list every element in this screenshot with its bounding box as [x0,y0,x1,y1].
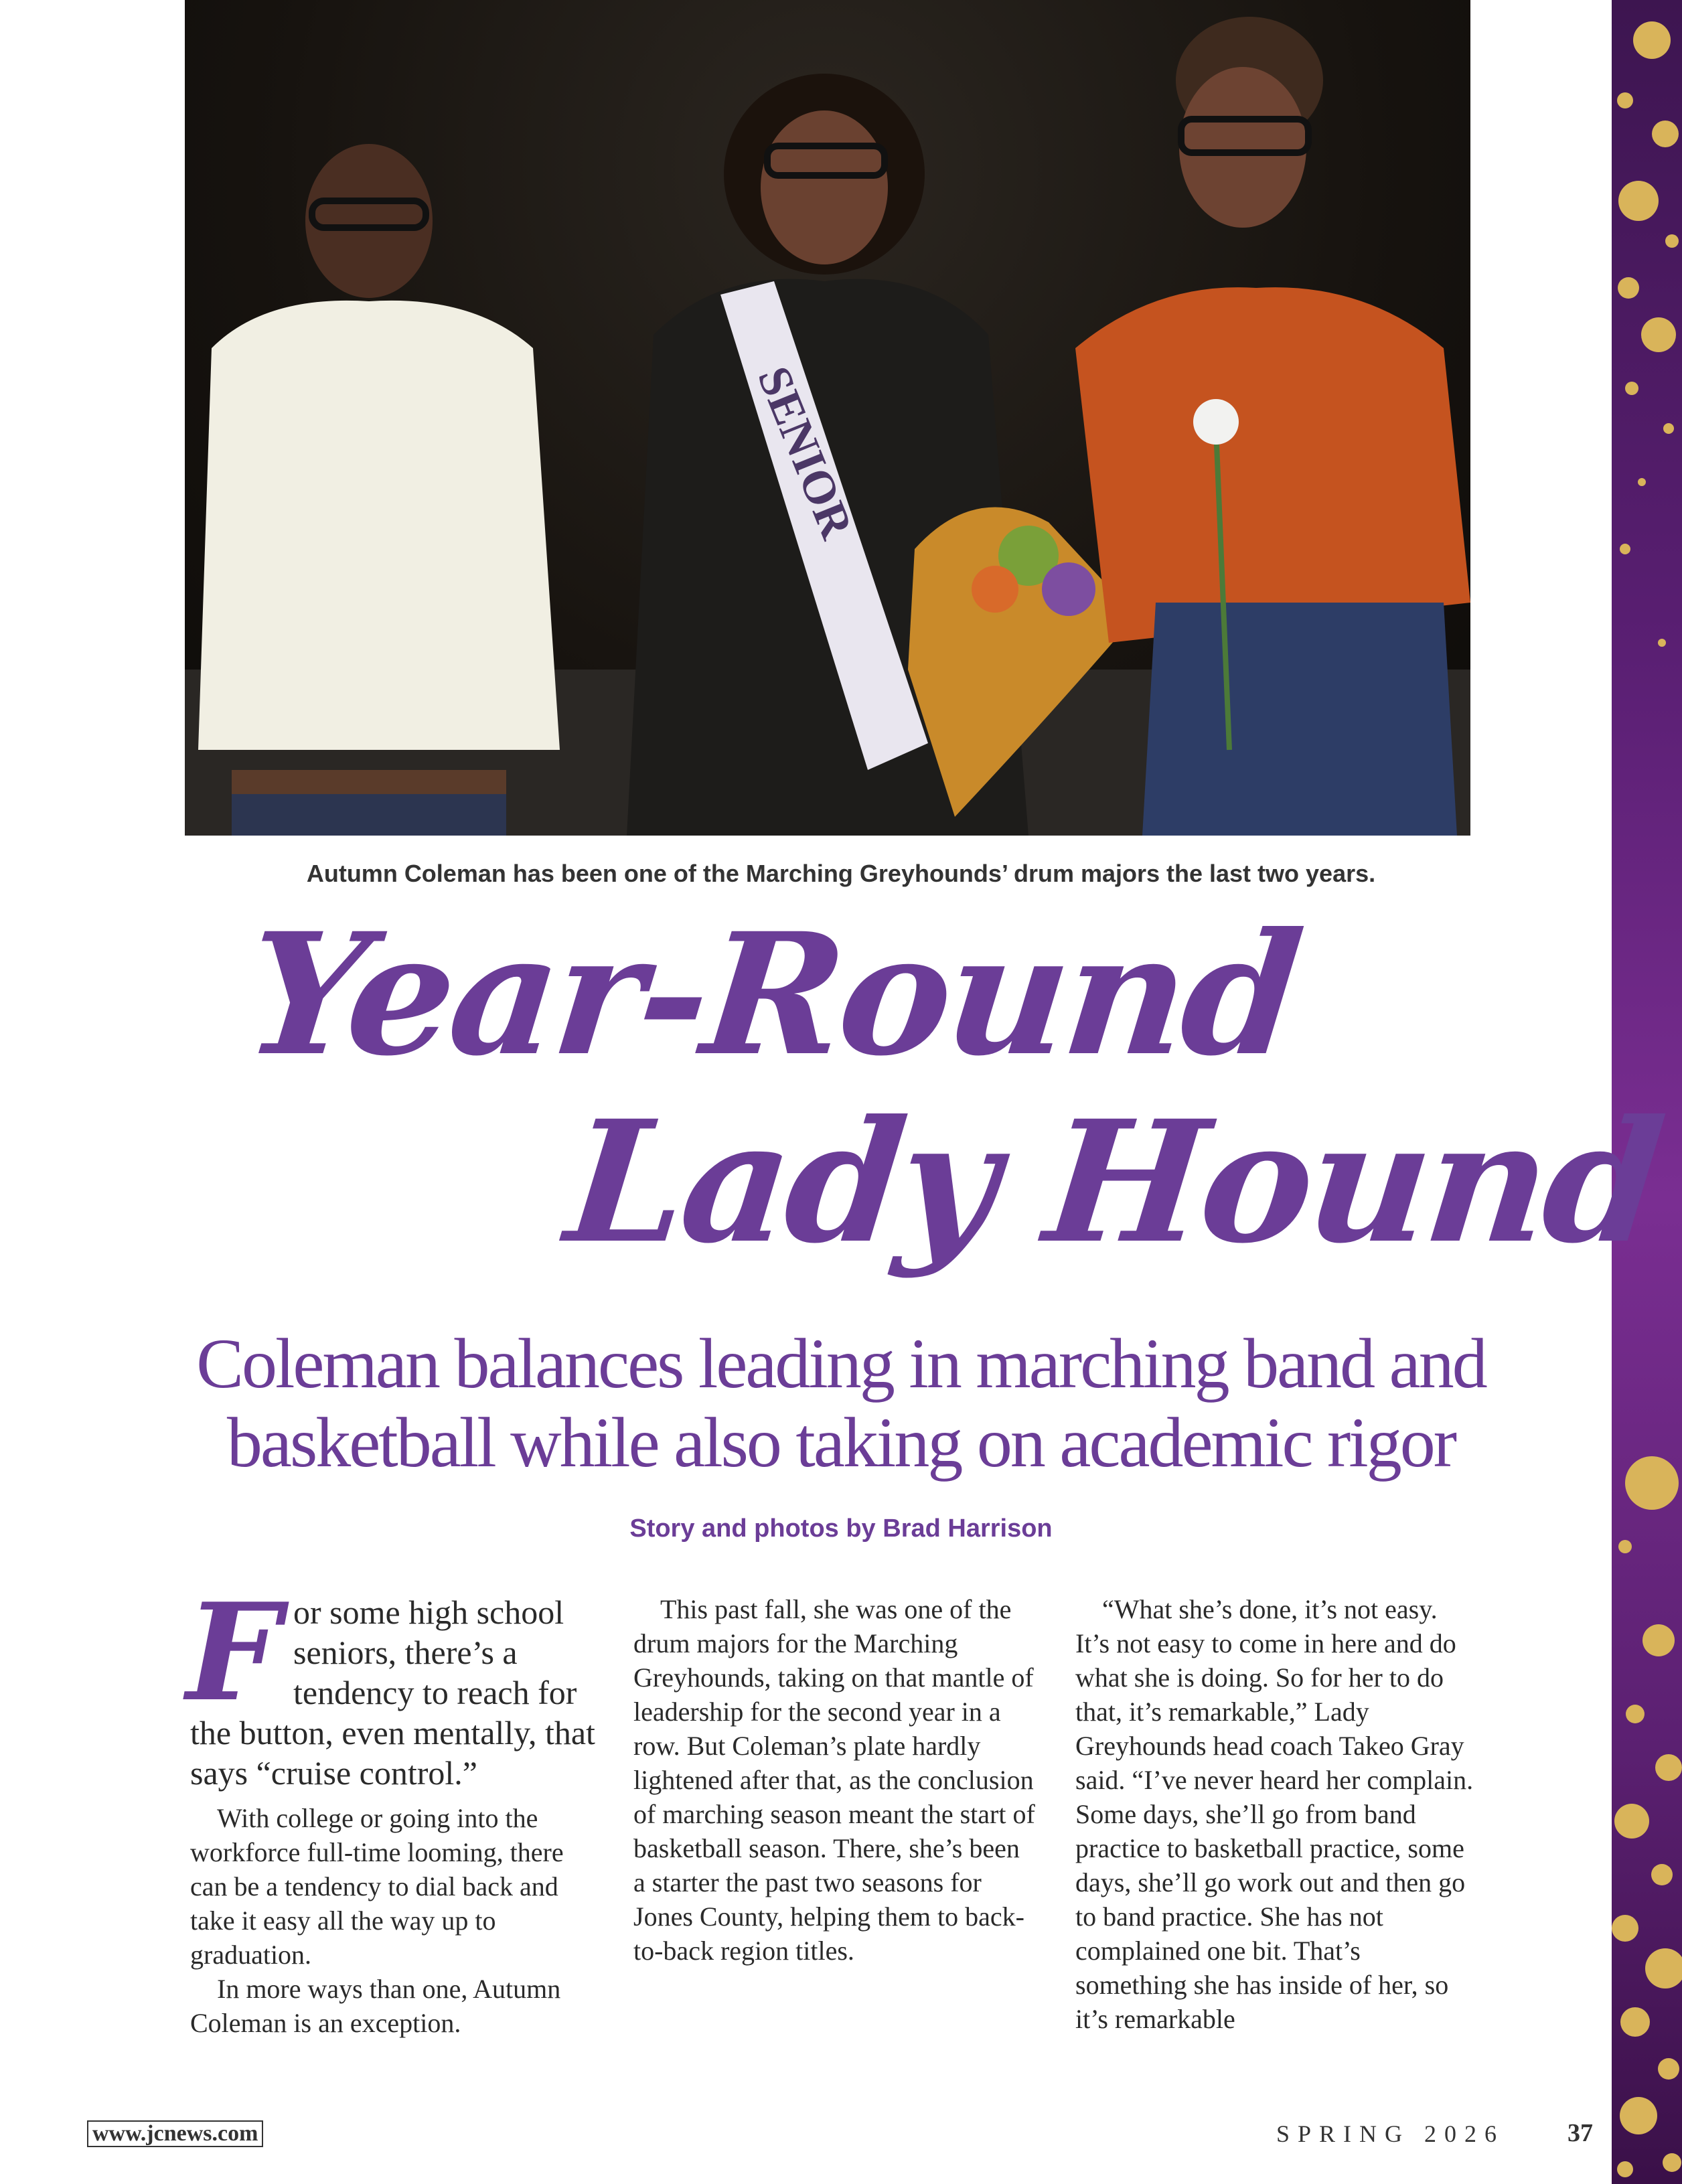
byline: Story and photos by Brad Harrison [629,1514,1053,1543]
page-number: 37 [1568,2119,1593,2147]
lead-paragraph [186,1574,599,1793]
feature-photo [185,0,1470,836]
headline-line-2: Lady Hound [558,1083,1669,1280]
article-column-3 [1075,1592,1477,2036]
paragraph: In more ways than one, Autumn Coleman is an exception. [190,1974,561,2038]
photo-man [198,144,560,836]
paragraph: “What she’s done, it’s not easy. It’s not easy to come in here and do what she is doing. So for her to do that, it’s remarkable,” Lady Greyhounds head coach Takeo Gray said. “I’ve never heard her complain. Some days, she’ll go from band practice to basketball practice, some days, she’ll go work out and then go to band practice. She has not complained one bit. That’s something she has inside of her, so it’s remarkable [1075,1594,1474,2034]
article-column-1 [186,1574,599,2040]
footer-issue: SPRING 2026 [1276,2120,1505,2147]
footer-website: www.jcnews.com [87,2120,263,2147]
drop-cap: F [186,1574,281,1731]
sash-text: SENIOR [747,360,863,546]
article-column-2 [633,1592,1035,1968]
photo-caption: Autumn Coleman has been one of the Marching Greyhounds’ drum majors the last two years. [306,860,1376,887]
headline-line-1: Year-Round [237,896,1307,1093]
headline [0,896,1682,1326]
subhead-line-1: Coleman balances leading in marching band and [196,1324,1486,1403]
paragraph: This past fall, she was one of the drum majors for the Marching Greyhounds, taking on that mantle of leadership for the second year in a row. But Coleman’s plate hardly lightened after that, as the conclusion of marching season meant the start of basketball season. There, she’s been a starter the past two seasons for Jones County, helping them to back-to-back region titles. [633,1594,1035,1966]
paragraph: With college or going into the workforce full-time looming, there can be a tendency to dial back and take it easy all the way up to graduation. [190,1803,564,1970]
lead-text: or some high school seniors, there’s a tendency to reach for the button, even mentally, that says “cruise control.” [190,1593,595,1792]
subheadline [134,1324,1548,1482]
subhead-line-2: basketball while also taking on academic rigor [226,1403,1456,1482]
